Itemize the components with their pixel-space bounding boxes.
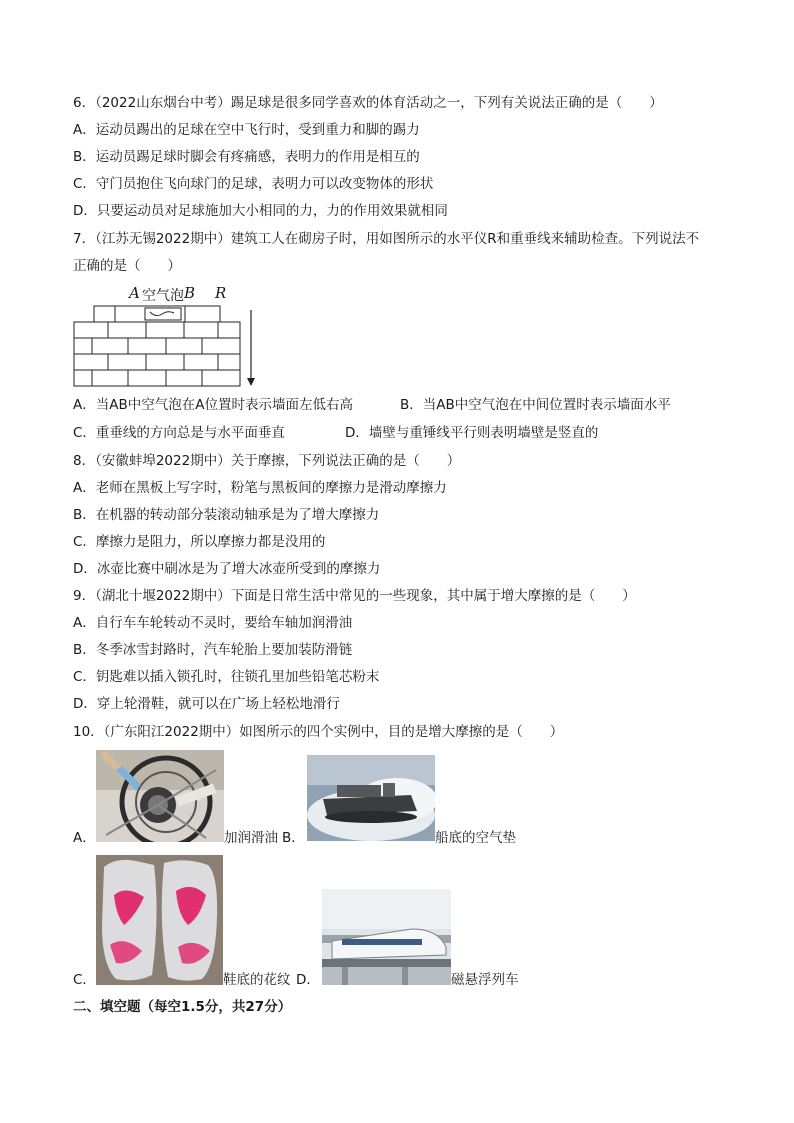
figure-label-a: A xyxy=(129,284,140,302)
q6-option-a: A．运动员踢出的足球在空中飞行时，受到重力和脚的踢力 xyxy=(73,122,420,138)
figure-label-r: R xyxy=(215,284,227,302)
hovercraft-photo xyxy=(307,755,435,841)
q10-d-caption: 磁悬浮列车 xyxy=(451,972,519,988)
maglev-train-illustration xyxy=(322,889,451,985)
q6-stem: 6．（2022山东烟台中考）踢足球是很多同学喜欢的体育活动之一，下列有关说法正确的是（ ） xyxy=(73,95,663,111)
q10-a-letter: A． xyxy=(73,830,96,846)
q10-c-letter: C． xyxy=(73,972,96,988)
q8-option-c: C．摩擦力是阻力，所以摩擦力都是没用的 xyxy=(73,534,326,550)
q6-option-b: B．运动员踢足球时脚会有疼痛感，表明力的作用是相互的 xyxy=(73,149,420,165)
q7-option-c: C．重垂线的方向总是与水平面垂直 xyxy=(73,425,285,441)
q7-option-b: B．当AB中空气泡在中间位置时表示墙面水平 xyxy=(400,397,671,413)
q9-option-d: D．穿上轮滑鞋，就可以在广场上轻松地滑行 xyxy=(73,696,340,712)
q7-option-a: A．当AB中空气泡在A位置时表示墙面左低右高 xyxy=(73,397,353,413)
hovercraft-illustration xyxy=(307,755,435,841)
section2-title: 二、填空题（每空1.5分，共27分） xyxy=(73,999,292,1015)
q8-stem: 8．（安徽蚌埠2022期中）关于摩擦，下列说法正确的是（ ） xyxy=(73,453,461,469)
q6-option-c: C．守门员抱住飞向球门的足球，表明力可以改变物体的形状 xyxy=(73,176,434,192)
q7-stem-line1: 7．（江苏无锡2022期中）建筑工人在砌房子时，用如图所示的水平仪R和重垂线来辅助检查。下列说法不 xyxy=(73,231,700,247)
q8-option-a: A．老师在黑板上写字时，粉笔与黑板间的摩擦力是滑动摩擦力 xyxy=(73,480,447,496)
shoe-sole-illustration xyxy=(96,855,223,985)
q7-option-d: D．墙壁与重锤线平行则表明墙壁是竖直的 xyxy=(345,425,599,441)
q10-d-letter: D． xyxy=(296,972,320,988)
q9-option-b: B．冬季冰雪封路时，汽车轮胎上要加装防滑链 xyxy=(73,642,353,658)
q9-option-c: C．钥匙难以插入锁孔时，往锁孔里加些铅笔芯粉末 xyxy=(73,669,380,685)
q8-option-b: B．在机器的转动部分装滚动轴承是为了增大摩擦力 xyxy=(73,507,380,523)
q7-stem-line2: 正确的是（ ） xyxy=(73,258,181,274)
q10-b-letter: B． xyxy=(282,830,305,846)
figure-label-b: B xyxy=(184,284,196,302)
shoe-sole-photo xyxy=(96,855,223,985)
bicycle-lubrication-photo xyxy=(96,750,224,842)
q7-figure-wall-level xyxy=(70,282,270,390)
bicycle-gear-illustration xyxy=(96,750,224,842)
q10-a-caption: 加润滑油 xyxy=(224,830,278,846)
q9-stem: 9．（湖北十堰2022期中）下面是日常生活中常见的一些现象，其中属于增大摩擦的是（ ） xyxy=(73,588,636,604)
q9-option-a: A．自行车车轮转动不灵时，要给车轴加润滑油 xyxy=(73,615,353,631)
q10-c-caption: 鞋底的花纹 xyxy=(223,972,291,988)
q6-option-d: D．只要运动员对足球施加大小相同的力，力的作用效果就相同 xyxy=(73,203,448,219)
maglev-train-photo xyxy=(322,889,451,985)
figure-label-bubble: 空气泡 xyxy=(142,288,184,304)
q10-stem: 10．（广东阳江2022期中）如图所示的四个实例中，目的是增大摩擦的是（ ） xyxy=(73,724,564,740)
q10-b-caption: 船底的空气垫 xyxy=(435,830,516,846)
brick-wall-diagram xyxy=(70,282,270,390)
q8-option-d: D．冰壶比赛中刷冰是为了增大冰壶所受到的摩擦力 xyxy=(73,561,381,577)
